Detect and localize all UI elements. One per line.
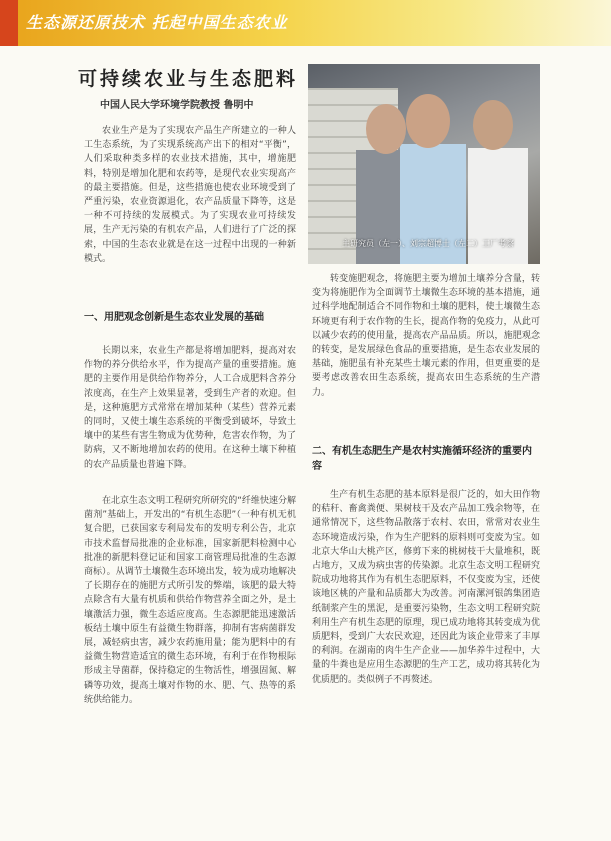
article-byline: 中国人民大学环境学院教授 鲁明中	[100, 100, 254, 111]
section-heading: 二、有机生态肥生产是农村实施循环经济的重要内容	[312, 446, 532, 472]
body-paragraph: 转变施肥观念，将施肥主要为增加土壤养分含量，转变为将施肥作为全面调节土壤微生态环境的基本措施，通过科学地配制适合不同作物和土壤的肥料，使土壤微生态环境更有利于农作物的生长，提高作物的免疫力，从此可以减少农药的使用量，提高农产品品质。所以，施肥观念的转变，是发展绿色食品的重要措施，是生态农业发展的基础，施肥虽有补充某些土壤元素的作用，但更重要的是要考虑改善农田生态系统，提高农田生态系统的生产潜力。	[312, 274, 540, 398]
photo-caption: 主研究员（左一）、刘宗超博士（左二）工厂考察	[342, 239, 514, 248]
photo-person-head	[366, 104, 406, 154]
article-photo	[308, 64, 540, 264]
header-banner	[0, 0, 611, 46]
photo-person-head	[473, 100, 513, 150]
intro-paragraph: 农业生产是为了实现农产品生产所建立的一种人工生态系统，为了实现系统高产出下的相对“平衡”，人们采取种类多样的农业技术措施，其中，增施肥料，特别是增加化肥和农药等，是现代农业实现高产的最主要措施。但是，这些措施也使农业环境受到了严重污染，农业资源退化，农产品质量下降等，这是一种不可持续的发展模式。为了实现农业可持续发展，生产无污染的有机农产品，人们进行了广泛的探索，中国的生态农业就是在这一过程中出现的一种新模式。	[84, 126, 296, 264]
article-title: 可持续农业与生态肥料	[78, 68, 299, 90]
body-paragraph: 生产有机生态肥的基本原料是很广泛的，如大田作物的秸秆、畜禽粪便、果树枝干及农产品加工残余物等，在通常情况下，这些物品散落于农村、农田，常常对农业生态环境造成污染，作为生产肥料的原料则可变废为宝。如北京大华山大桃产区，修剪下来的桃树枝干大量堆积，既占地方，又成为病虫害的传染源。北京生态文明工程研究院成功地将其作为有机生态肥原料，不仅变废为宝，还使该地区桃的产量和品质都大为改善。河南漯河银鸽集团造纸制浆产生的黑泥，是重要污染物，生态文明工程研究院利用生产有机生态肥的原理，现已成功地将其转变成为优质肥料，受到广大农民欢迎，还因此为该企业带来了丰厚的利润。在湖南的肉牛生产企业——加华养牛过程中，大量的牛粪也是应用生态源肥的生产工艺，成功将其转化为优质肥的。类似例子不再赘述。	[312, 490, 540, 685]
photo-person-head	[406, 94, 450, 148]
banner-accent	[0, 0, 18, 46]
banner-title: 生态源还原技术 托起中国生态农业	[26, 13, 288, 32]
body-paragraph: 在北京生态文明工程研究所研究的“纤维快速分解菌剂”基础上，开发出的“有机生态肥”（一种有机无机复合肥，已获国家专利局发布的发明专利公告，北京市技术监督局批准的企业标准，国家新肥料检测中心批准的新肥料登记证和国家工商管理局批准的生态源商标）。从调节土壤微生态环境出发，较为成功地解决了长期存在的施肥方式所引发的弊端，该肥的最大特点除含有大量有机质和供给作物营养全面之外，是土壤激活力强，微生态适应度高。生态源肥能迅速激活板结土壤中原生有益微生物群落，抑制有害病菌群发展，减轻病虫害，减少农药施用量；能为肥料中的有益微生物营造适宜的微生态环境，有利于在作物根际形成主导菌群，保持稳定的生物活性，增强固氮、解磷等功效，提高土壤对作物的水、肥、气、热等的系统供给能力。	[84, 496, 296, 705]
section-heading: 一、用肥观念创新是生态农业发展的基础	[84, 312, 264, 323]
body-paragraph: 长期以来，农业生产都是将增加肥料，提高对农作物的养分供给水平，作为提高产量的重要措施。施肥的主要作用是供给作物养分，人工合成肥料含养分浓度高，在生产上效果显著，受到生产者的欢迎。但是，这种施肥方式常常在增加某种（某些）营养元素的同时，又使土壤生态系统的平衡受到破坏，导致土壤中的某些有害生物成为优势种，危害农作物，为了防病，又不断地增加农药的使用。在这种土壤下种植的农产品质量也普遍下降。	[84, 346, 296, 470]
